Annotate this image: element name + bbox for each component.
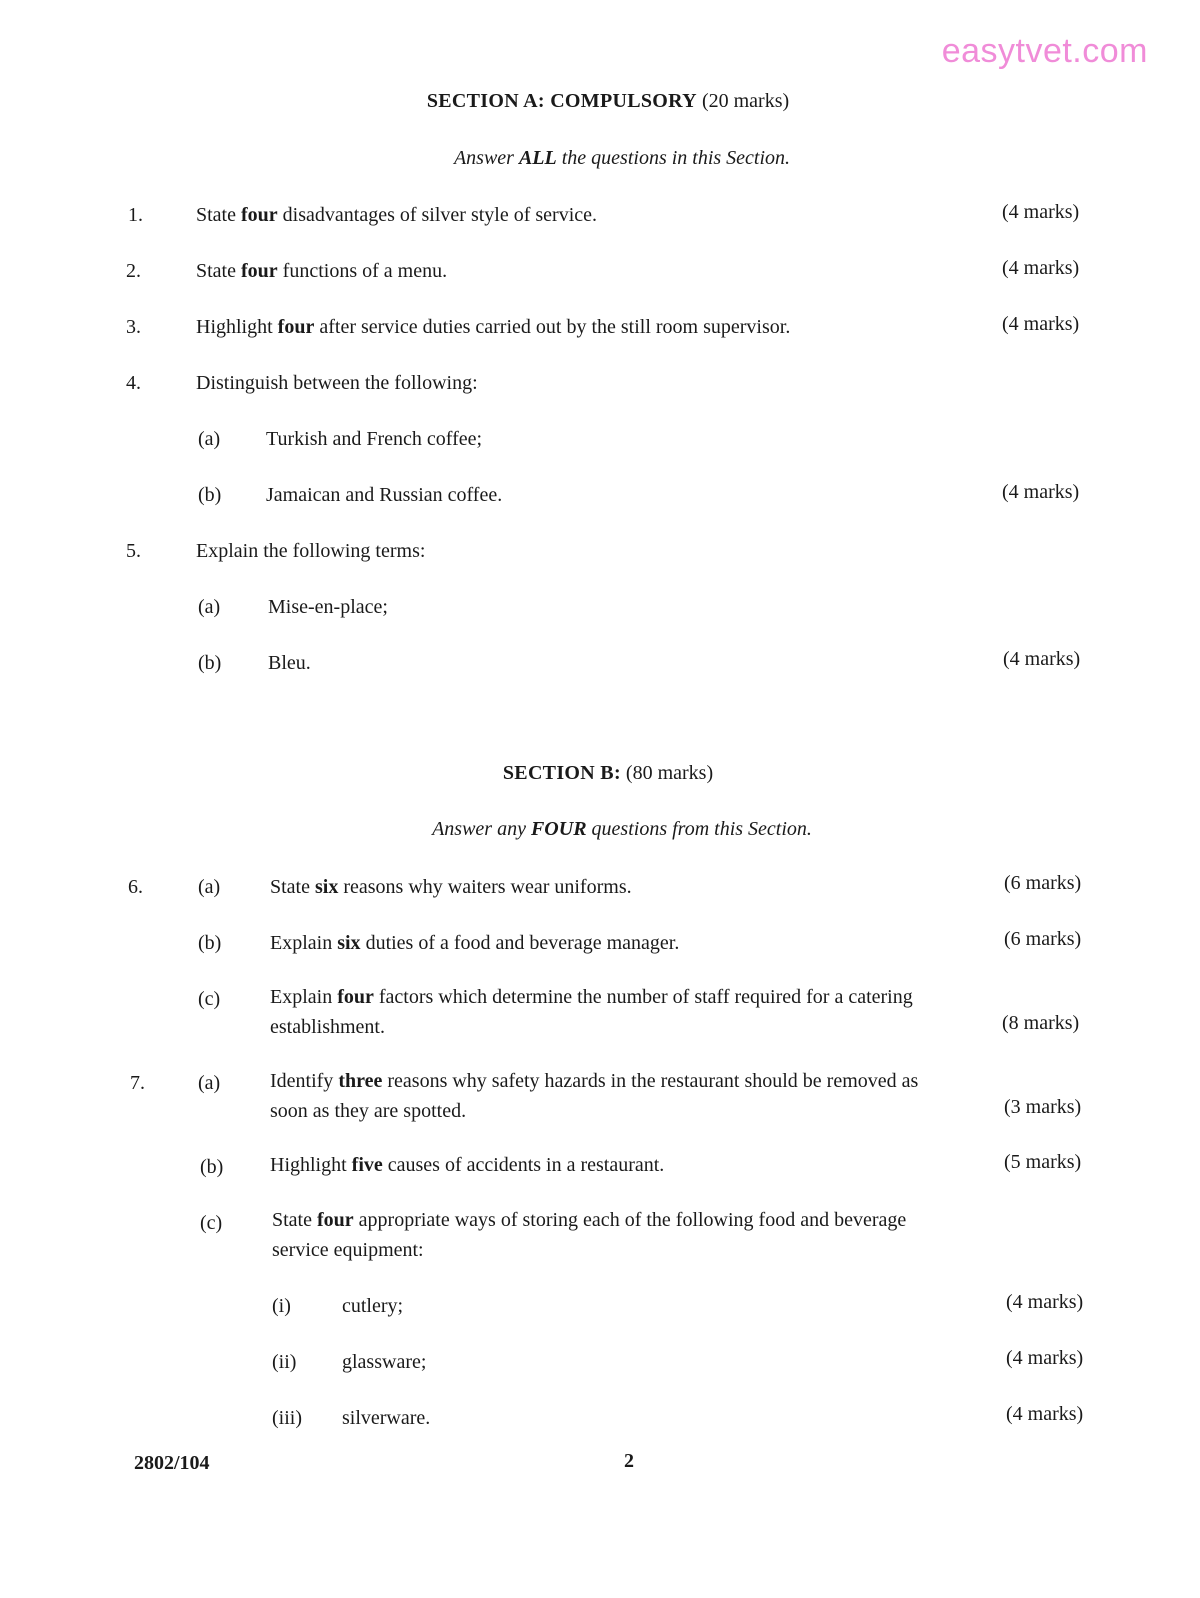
sub-subquestion-text: silverware. xyxy=(342,1407,431,1429)
sub-subquestion-text: glassware; xyxy=(342,1351,427,1373)
question-text: Explain the following terms: xyxy=(196,540,426,562)
subquestion-text xyxy=(270,1070,918,1093)
section-a-title-bold: SECTION A: COMPULSORY xyxy=(426,90,697,112)
marks-label: (4 marks) xyxy=(1002,313,1080,335)
subquestion-text xyxy=(272,1209,906,1232)
subquestion-text: Bleu. xyxy=(268,652,311,674)
question-text-part: State xyxy=(272,1209,317,1231)
subquestion-text: Jamaican and Russian coffee. xyxy=(266,484,503,506)
question-text-part: State xyxy=(196,260,241,282)
subquestion-label: (a) xyxy=(198,1072,221,1094)
instruction-text: Answer xyxy=(453,147,519,169)
marks-label: (4 marks) xyxy=(1002,481,1080,503)
instruction-text: the questions in this Section. xyxy=(556,147,791,169)
question-number: 2. xyxy=(126,260,141,282)
marks-label: (4 marks) xyxy=(1002,257,1080,279)
subquestion-label: (a) xyxy=(198,876,221,898)
question-text-part: after service duties carried out by the still room supervisor. xyxy=(314,316,791,338)
question-text-part: Identify xyxy=(270,1070,339,1092)
subquestion-text: Mise-en-place; xyxy=(268,596,388,618)
instruction-text: Answer any xyxy=(432,818,531,840)
question-text-part: State xyxy=(196,204,241,226)
marks-label: (4 marks) xyxy=(1006,1347,1084,1369)
subquestion-label: (a) xyxy=(198,428,221,450)
section-b-title-marks: (80 marks) xyxy=(625,762,714,784)
question-number: 5. xyxy=(126,540,141,562)
sub-subquestion-text: cutlery; xyxy=(342,1295,404,1317)
marks-label: (8 marks) xyxy=(1002,1012,1080,1034)
marks-label: (6 marks) xyxy=(1004,872,1082,894)
subquestion-label: (c) xyxy=(200,1212,223,1234)
marks-label: (4 marks) xyxy=(1006,1403,1084,1425)
section-a-instruction xyxy=(0,147,1200,170)
question-keyword: three xyxy=(338,1070,383,1092)
marks-label: (4 marks) xyxy=(1006,1291,1084,1313)
subquestion-text-continued: service equipment: xyxy=(272,1239,424,1261)
question-text xyxy=(196,204,597,227)
subquestion-label: (b) xyxy=(200,1156,224,1178)
subquestion-text-continued: soon as they are spotted. xyxy=(270,1100,467,1122)
question-number: 7. xyxy=(130,1072,145,1094)
subquestion-text-continued: establishment. xyxy=(270,1016,385,1038)
question-text xyxy=(196,316,790,339)
question-keyword: four xyxy=(241,204,278,226)
marks-label: (5 marks) xyxy=(1004,1151,1082,1173)
instruction-emphasis: ALL xyxy=(518,147,557,169)
question-keyword: four xyxy=(277,316,315,338)
subquestion-text xyxy=(270,1154,664,1177)
section-b-title xyxy=(0,762,1200,785)
subquestion-text: Turkish and French coffee; xyxy=(266,428,483,450)
marks-label: (4 marks) xyxy=(1003,648,1081,670)
question-number: 4. xyxy=(126,372,141,394)
sub-subquestion-label: (i) xyxy=(272,1295,291,1317)
question-text-part: factors which determine the number of staff required for a catering xyxy=(373,986,913,1008)
question-text: Distinguish between the following: xyxy=(196,372,478,394)
question-keyword: four xyxy=(337,986,374,1008)
subquestion-text xyxy=(270,876,632,899)
question-text-part: duties of a food and beverage manager. xyxy=(360,932,680,954)
question-text-part: Highlight xyxy=(196,316,278,338)
question-keyword: four xyxy=(241,260,278,282)
marks-label: (6 marks) xyxy=(1004,928,1082,950)
question-text-part: Highlight xyxy=(270,1154,352,1176)
question-keyword: six xyxy=(337,932,361,954)
question-keyword: six xyxy=(315,876,339,898)
sub-subquestion-label: (iii) xyxy=(272,1407,302,1429)
section-a-title xyxy=(0,90,1200,113)
question-number: 6. xyxy=(128,876,143,898)
subquestion-label: (a) xyxy=(198,596,221,618)
marks-label: (4 marks) xyxy=(1002,201,1080,223)
question-text-part: Explain xyxy=(270,932,338,954)
sub-subquestion-label: (ii) xyxy=(272,1351,297,1373)
subquestion-label: (b) xyxy=(198,484,222,506)
question-text-part: appropriate ways of storing each of the following food and beverage xyxy=(353,1209,907,1231)
subquestion-text xyxy=(270,986,913,1009)
page-number: 2 xyxy=(624,1450,634,1472)
watermark-text: easytvet.com xyxy=(941,32,1148,70)
question-text-part: causes of accidents in a restaurant. xyxy=(382,1154,665,1176)
question-text xyxy=(196,260,447,283)
paper-code: 2802/104 xyxy=(134,1452,210,1474)
question-text-part: functions of a menu. xyxy=(277,260,448,282)
subquestion-label: (b) xyxy=(198,932,222,954)
section-b-instruction xyxy=(0,818,1200,841)
question-number: 3. xyxy=(126,316,141,338)
question-keyword: five xyxy=(351,1154,383,1176)
section-b-title-bold: SECTION B: xyxy=(502,762,621,784)
question-number: 1. xyxy=(128,204,143,226)
section-a-title-marks: (20 marks) xyxy=(701,90,790,112)
subquestion-text xyxy=(270,932,679,955)
question-text-part: reasons why waiters wear uniforms. xyxy=(338,876,632,898)
subquestion-label: (c) xyxy=(198,988,221,1010)
marks-label: (3 marks) xyxy=(1004,1096,1082,1118)
question-keyword: four xyxy=(317,1209,354,1231)
question-text-part: Explain xyxy=(270,986,338,1008)
question-text-part: reasons why safety hazards in the restaurant should be removed as xyxy=(382,1070,919,1092)
subquestion-label: (b) xyxy=(198,652,222,674)
question-text-part: State xyxy=(270,876,315,898)
instruction-text: questions from this Section. xyxy=(586,818,812,840)
instruction-emphasis: FOUR xyxy=(530,818,587,840)
question-text-part: disadvantages of silver style of service. xyxy=(277,204,598,226)
